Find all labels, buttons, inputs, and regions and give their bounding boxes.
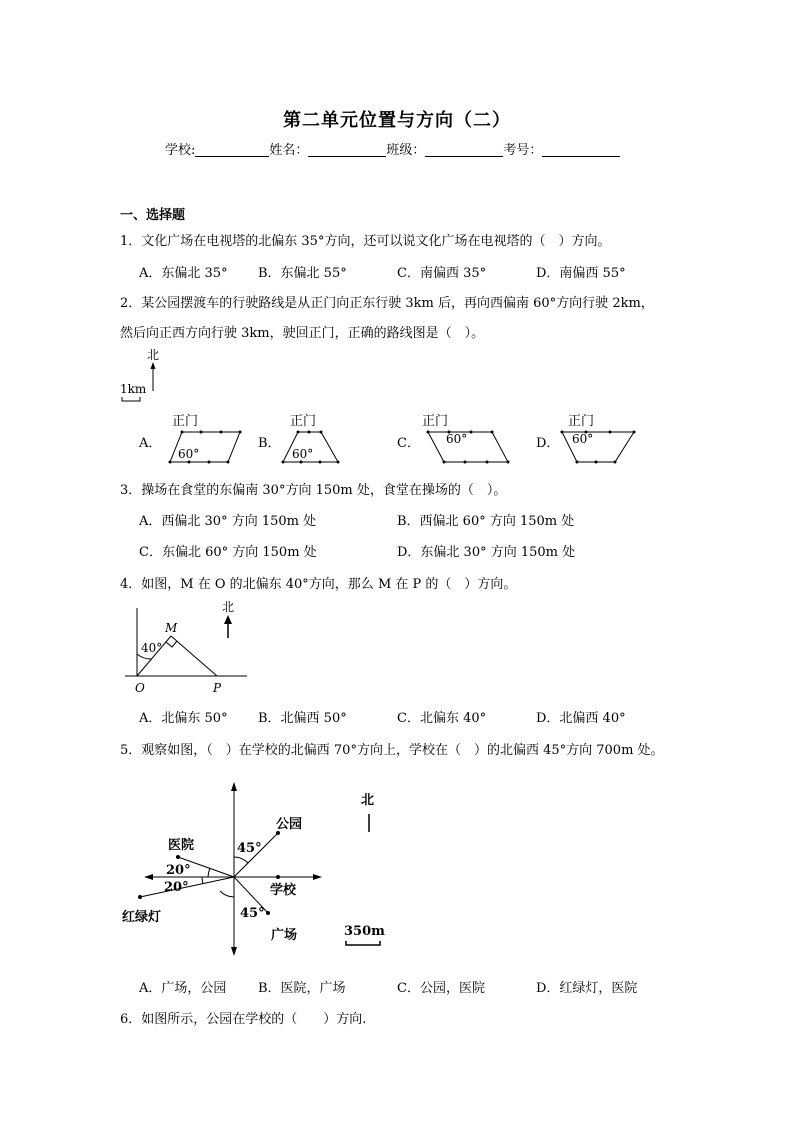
question-6-text: 6．如图所示，公园在学校的（ ）方向. bbox=[120, 1012, 367, 1027]
q5-option-a[interactable]: A．广场，公园 bbox=[139, 981, 227, 996]
question-3-text: 3．操场在食堂的东偏南 30°方向 150m 处，食堂在操场的（ ）。 bbox=[120, 483, 507, 498]
q5-label-park: 公园 bbox=[276, 817, 303, 832]
q5-vertical-axis-top-arrow bbox=[231, 782, 237, 791]
q2c-angle-label: 60° bbox=[446, 432, 468, 446]
q5-north-label: 北 bbox=[361, 793, 375, 808]
q4-option-c[interactable]: C．北偏东 40° bbox=[397, 711, 487, 726]
q2-option-b[interactable]: B． bbox=[258, 436, 281, 451]
q5-label-45-bottom: 45° bbox=[240, 906, 265, 921]
page-title: 第二单元位置与方向（二） bbox=[283, 110, 511, 131]
q2d-angle-label: 60° bbox=[572, 432, 594, 446]
q4-line-mp bbox=[171, 636, 217, 676]
q2-route-diagram-d[interactable] bbox=[558, 410, 648, 466]
question-4-text: 4．如图，M 在 O 的北偏东 40°方向，那么 M 在 P 的（ ）方向。 bbox=[120, 577, 517, 592]
q1-option-c[interactable]: C．南偏西 35° bbox=[397, 266, 487, 281]
school-label: 学校: bbox=[165, 143, 196, 158]
q4-point-o-label: O bbox=[135, 681, 145, 695]
question-5-text: 5．观察如图，（ ）在学校的北偏西 70°方向上，学校在（ ）的北偏西 45°方向 700m 处。 bbox=[120, 743, 664, 758]
q2a-angle-label: 60° bbox=[178, 447, 200, 461]
q5-point-square bbox=[266, 911, 270, 915]
q2-route-diagram-c[interactable] bbox=[420, 410, 520, 466]
q5-scale-bar bbox=[346, 941, 380, 945]
q2c-route-shape bbox=[428, 432, 508, 462]
q5-arc-45-top bbox=[234, 857, 248, 863]
q2-route-diagram-a[interactable] bbox=[158, 410, 248, 466]
q1-option-d[interactable]: D．南偏西 55° bbox=[536, 266, 626, 281]
q4-point-m-label: M bbox=[165, 621, 178, 635]
q5-vertical-axis-bottom-arrow bbox=[231, 947, 237, 956]
q2-route-diagram-b[interactable] bbox=[278, 410, 348, 466]
q2-option-d[interactable]: D． bbox=[536, 436, 560, 451]
q2-north-label: 北 bbox=[147, 348, 160, 362]
question-2-line-1: 2．某公园摆渡车的行驶路线是从正门向正东行驶 3km 后，再向西偏南 60°方向行驶 2km， bbox=[120, 296, 654, 311]
q5-arc-20-upper bbox=[208, 868, 210, 877]
q5-label-square: 广场 bbox=[271, 928, 298, 943]
number-blank[interactable] bbox=[542, 142, 620, 157]
q4-north-label: 北 bbox=[222, 600, 235, 614]
q4-option-d[interactable]: D．北偏西 40° bbox=[536, 711, 626, 726]
number-label: 考号： bbox=[503, 143, 543, 158]
q5-horizontal-axis-left-arrow bbox=[144, 874, 153, 880]
q3-option-a[interactable]: A．西偏北 30° 方向 150m 处 bbox=[139, 514, 317, 529]
q4-option-a[interactable]: A．北偏东 50° bbox=[139, 711, 228, 726]
q5-horizontal-axis-right-arrow bbox=[313, 874, 322, 880]
student-info-line bbox=[165, 139, 620, 158]
q2-scale-bar bbox=[122, 397, 140, 401]
q5-label-20-lower: 20° bbox=[164, 880, 189, 895]
q4-figure bbox=[115, 596, 255, 696]
question-1-text: 1．文化广场在电视塔的北偏东 35°方向，还可以说文化广场在电视塔的（ ）方向。 bbox=[120, 234, 611, 249]
q5-label-traffic-light: 红绿灯 bbox=[122, 910, 162, 925]
q2d-gate-label: 正门 bbox=[568, 414, 595, 429]
q5-label-school: 学校 bbox=[270, 883, 297, 898]
q1-option-b[interactable]: B．东偏北 55° bbox=[258, 266, 347, 281]
q3-option-c[interactable]: C．东偏北 60° 方向 150m 处 bbox=[139, 545, 317, 560]
name-blank[interactable] bbox=[308, 142, 386, 157]
school-blank[interactable] bbox=[195, 142, 269, 157]
q4-point-p-label: P bbox=[213, 681, 222, 695]
q2-option-a[interactable]: A． bbox=[139, 436, 162, 451]
q5-scale-label: 350m bbox=[344, 924, 385, 939]
q5-point-traffic-light bbox=[138, 895, 142, 899]
class-label: 班级： bbox=[386, 143, 426, 158]
q4-angle-label: 40° bbox=[141, 641, 163, 655]
q2b-angle-label: 60° bbox=[292, 447, 314, 461]
q5-option-b[interactable]: B．医院，广场 bbox=[258, 981, 346, 996]
question-2-line-2: 然后向正西方向行驶 3km，驶回正门，正确的路线图是（ ）。 bbox=[120, 326, 485, 341]
q2-scale-label: 1km bbox=[120, 382, 147, 396]
q4-option-b[interactable]: B．北偏西 50° bbox=[258, 711, 347, 726]
class-blank[interactable] bbox=[425, 142, 503, 157]
q2-north-arrow-head bbox=[151, 362, 156, 369]
q4-north-arrow-head bbox=[224, 615, 232, 624]
q5-option-c[interactable]: C．公园，医院 bbox=[397, 981, 485, 996]
q5-figure bbox=[118, 770, 403, 960]
q5-label-20-upper: 20° bbox=[166, 863, 191, 878]
q5-label-hospital: 医院 bbox=[168, 838, 195, 853]
q2c-route-dots bbox=[427, 431, 510, 464]
q2b-gate-label: 正门 bbox=[290, 414, 317, 429]
q5-arc-45-bottom bbox=[220, 891, 234, 897]
q5-label-45-top: 45° bbox=[237, 841, 262, 856]
q5-arc-20-lower bbox=[202, 877, 203, 884]
q5-point-school bbox=[276, 875, 280, 879]
q2c-gate-label: 正门 bbox=[422, 414, 449, 429]
q2-option-c[interactable]: C． bbox=[397, 436, 420, 451]
q1-option-a[interactable]: A．东偏北 35° bbox=[139, 266, 228, 281]
q5-point-hospital bbox=[176, 855, 180, 859]
q3-option-d[interactable]: D．东偏北 30° 方向 150m 处 bbox=[397, 545, 576, 560]
q2-compass-figure bbox=[115, 345, 175, 407]
q2a-gate-label: 正门 bbox=[172, 414, 199, 429]
q3-option-b[interactable]: B．西偏北 60° 方向 150m 处 bbox=[397, 514, 575, 529]
name-label: 姓名： bbox=[269, 143, 309, 158]
section-heading-choice: 一、选择题 bbox=[120, 208, 186, 223]
q5-option-d[interactable]: D．红绿灯，医院 bbox=[536, 981, 638, 996]
q4-right-angle-mark bbox=[166, 641, 177, 647]
